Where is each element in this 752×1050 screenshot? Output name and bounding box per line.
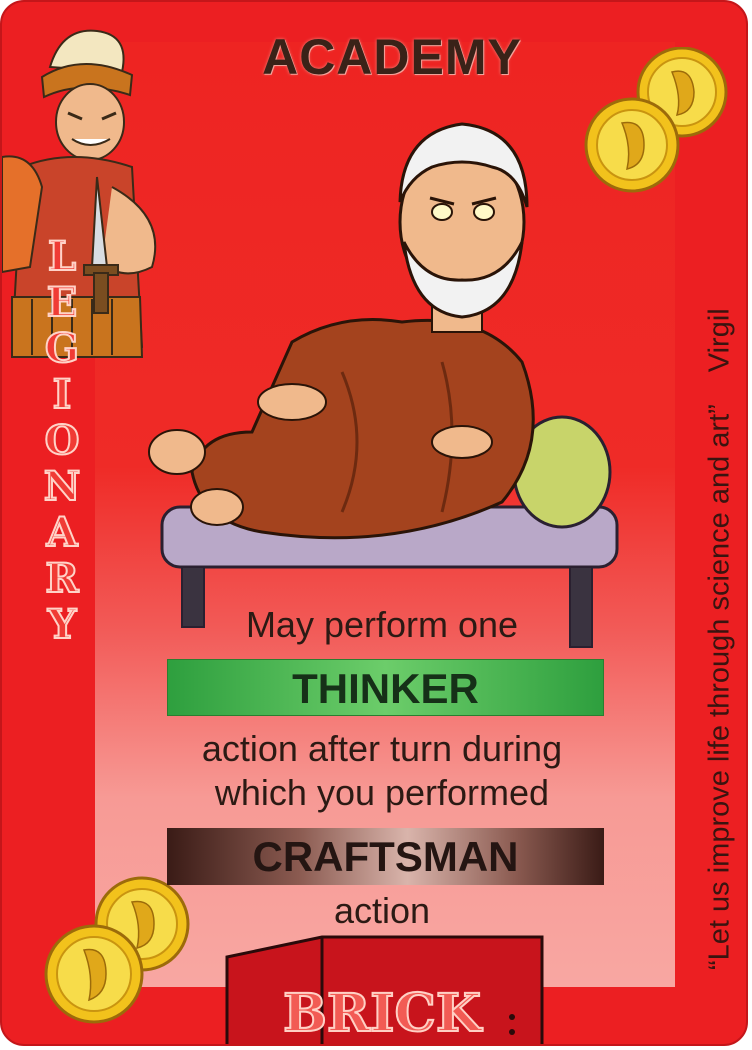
role-label [36,234,88,648]
role-letter: N [43,463,81,510]
quote-author: Virgil [703,308,736,373]
role-letter: G [44,325,80,372]
resource-label: BRICK [282,983,482,1044]
role-letter: E [46,279,78,326]
card-title: ACADEMY [262,29,522,85]
craftsman-action-band: CRAFTSMAN [167,828,604,885]
ability-line-4: action [333,890,431,931]
quote-text: “Let us improve life through science and art” [703,404,736,970]
role-letter: R [45,555,79,602]
ability-line-3: which you performed [214,772,550,813]
role-letter: Y [47,601,77,648]
role-letter: I [52,371,72,418]
role-letter: A [46,509,78,556]
role-letter: O [44,417,80,464]
role-letter: L [47,233,77,280]
philosopher-illustration [142,112,622,652]
gold-coin-icon [46,926,142,1022]
ability-line-1: May perform one [245,604,519,645]
card-quote [704,230,737,970]
thinker-action-band: THINKER [167,659,604,716]
ability-line-2: action after turn during [201,728,563,769]
